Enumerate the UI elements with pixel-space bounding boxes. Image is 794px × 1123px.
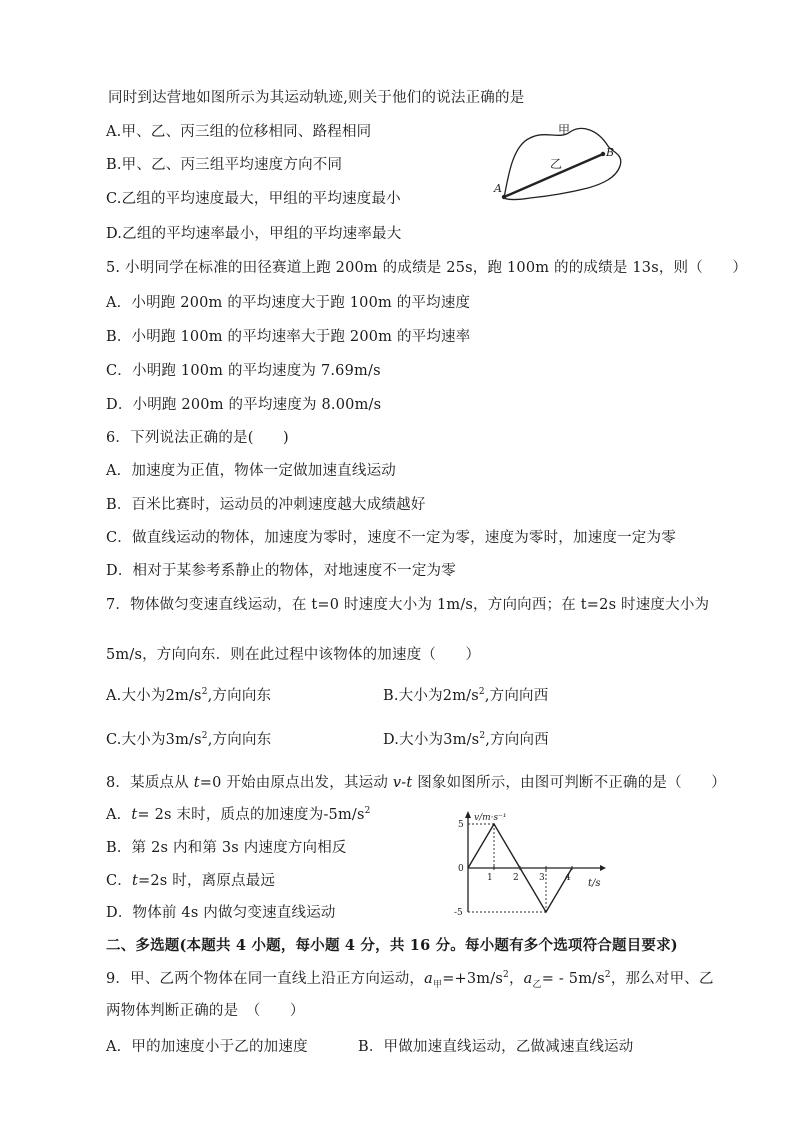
q8-a-pre: A． xyxy=(106,807,132,823)
q7-c-exp: 2 xyxy=(201,731,208,742)
q5-option-d: D．小明跑 200m 的平均速度为 8.00m/s xyxy=(106,397,382,413)
x-tick-label: 4 xyxy=(565,873,571,883)
q8-stem xyxy=(106,773,726,793)
q6-option-a: A．加速度为正值，物体一定做加速直线运动 xyxy=(106,463,396,479)
q6-option-d: D．相对于某参考系静止的物体，对地速度不一定为零 xyxy=(106,563,456,579)
q8-c-rest: =2s 时，离原点最远 xyxy=(138,873,276,889)
q9-a-yi-val: = - 5m/s xyxy=(541,971,605,987)
q9-stem-line2: 两物体判断正确的是 （ ） xyxy=(106,1003,305,1019)
vt-chart xyxy=(440,808,610,918)
label-yi: 乙 xyxy=(550,157,563,171)
q5-stem: 5. 小明同学在标准的田径赛道上跑 200m 的成绩是 25s，跑 100m 的的成绩是 13s，则（ ） xyxy=(106,260,748,276)
q9-a-yi-letter: a xyxy=(523,971,533,987)
q7-option-c xyxy=(106,730,271,750)
q7-d-dir: ,方向向西 xyxy=(485,732,549,748)
q9-a-jia-val: =+3m/s xyxy=(442,971,503,987)
y-axis-label: v/m·s⁻¹ xyxy=(474,813,507,823)
x-tick-label: 2 xyxy=(513,873,519,883)
q4-option-b: B.甲、乙、丙三组平均速度方向不同 xyxy=(106,157,343,173)
q7-a-dir: ,方向向东 xyxy=(207,688,272,704)
q7-d-text: D.大小为3m/s xyxy=(383,732,480,748)
q7-stem-line2 xyxy=(106,645,480,665)
q7-option-b xyxy=(383,686,548,706)
q8-c-pre: C． xyxy=(106,873,132,889)
y-tick-label: -5 xyxy=(454,908,463,918)
q8-stem-vt: v-t xyxy=(392,775,413,791)
q9-a-yi-exp: 2 xyxy=(604,970,611,981)
q7-c-dir: ,方向向东 xyxy=(207,732,272,748)
q7-stem-rest: ，方向向东．则在此过程中该物体的加速度（ ） xyxy=(142,647,481,663)
q8-option-c xyxy=(106,871,275,891)
y-tick-label: 0 xyxy=(458,864,464,874)
q7-b-exp: 2 xyxy=(478,687,485,698)
q6-option-c: C．做直线运动的物体，加速度为零时，速度不一定为零，速度为零时，加速度一定为零 xyxy=(106,530,676,546)
q5-option-b: B．小明跑 100m 的平均速率大于跑 200m 的平均速率 xyxy=(106,329,471,345)
q8-c-t: t xyxy=(132,873,139,889)
q9-stem: 9．甲、乙两个物体在同一直线上沿正方向运动，$a_甲=+3m/s^2$，$a_乙= - 5m/s^2$，那么对甲、乙 xyxy=(106,970,714,990)
trajectory-figure xyxy=(490,118,630,208)
label-b: B xyxy=(606,146,615,159)
label-jia: 甲 xyxy=(558,123,571,137)
q4-stem: 同时到达营地如图所示为其运动轨迹,则关于他们的说法正确的是 xyxy=(108,90,525,106)
q7-b-text: B.大小为2m/s xyxy=(383,688,479,704)
q4-option-a: A.甲、乙、丙三组的位移相同、路程相同 xyxy=(106,124,372,140)
q7-final-velocity: 5m/s xyxy=(106,647,143,663)
q9-a-jia-sub: 甲 xyxy=(432,979,443,990)
q4-option-c: C.乙组的平均速度最大，甲组的平均速度最小 xyxy=(106,191,401,207)
label-a: A xyxy=(494,182,502,195)
q9-option-a: A．甲的加速度小于乙的加速度 xyxy=(106,1039,308,1055)
q9-a-jia-exp: 2 xyxy=(503,970,509,981)
section2-title: 二、多选题(本题共 4 小题，每小题 4 分，共 16 分。每小题有多个选项符合题目要求) xyxy=(106,937,678,954)
q4-option-d: D.乙组的平均速率最小，甲组的平均速率最大 xyxy=(106,226,402,242)
q5-option-c: C．小明跑 100m 的平均速度为 7.69m/s xyxy=(106,363,381,379)
q8-a-rest: = 2s 末时，质点的加速度为-5m/s xyxy=(137,807,365,823)
q8-stem-t: t xyxy=(193,775,200,791)
point-b xyxy=(601,152,605,156)
q8-a-t: t xyxy=(131,807,138,823)
x-tick-label: 1 xyxy=(487,873,493,883)
q7-b-dir: ,方向向西 xyxy=(484,688,549,704)
q7-option-d xyxy=(383,730,549,750)
q9-a-yi-sub: 乙 xyxy=(532,979,542,990)
q9-option-b: B．甲做加速直线运动，乙做减速直线运动 xyxy=(358,1039,634,1055)
x-tick-label: 3 xyxy=(539,873,545,883)
y-axis-arrow xyxy=(465,811,471,818)
point-a xyxy=(502,195,506,199)
q7-c-text: C.大小为3m/s xyxy=(106,732,202,748)
q9-a-jia-letter: a xyxy=(424,971,433,987)
y-tick-label: 5 xyxy=(458,820,464,830)
q7-d-exp: 2 xyxy=(479,731,486,742)
q8-option-a xyxy=(106,805,371,825)
q7-a-text: A.大小为2m/s xyxy=(106,688,202,704)
q5-option-a: A．小明跑 200m 的平均速度大于跑 100m 的平均速度 xyxy=(106,295,471,311)
q7-option-a xyxy=(106,686,271,706)
q7-stem-line1: 7．物体做匀变速直线运动，在 t=0 时速度大小为 1m/s，方向向西；在 t=2s 时速度大小为 xyxy=(106,597,710,613)
q8-stem-post: 图象如图所示，由图可判断不正确的是（ ） xyxy=(412,775,726,791)
x-axis-arrow xyxy=(600,865,606,871)
q9-stem-pre: 9．甲、乙两个物体在同一直线上沿正方向运动， xyxy=(106,971,425,987)
q8-stem-pre: 8．某质点从 xyxy=(106,775,194,791)
q6-stem: 6．下列说法正确的是( ) xyxy=(106,430,289,446)
q8-option-b: B．第 2s 内和第 3s 内速度方向相反 xyxy=(106,840,347,856)
q6-option-b: B．百米比赛时，运动员的冲刺速度越大成绩越好 xyxy=(106,497,426,513)
q9-stem-post: ，那么对甲、乙 xyxy=(610,971,714,987)
q8-stem-mid: =0 开始由原点出发，其运动 xyxy=(199,775,393,791)
q7-a-exp: 2 xyxy=(201,687,208,698)
q8-a-exp: 2 xyxy=(364,806,371,817)
x-axis-label: t/s xyxy=(588,878,601,889)
q8-option-d: D．物体前 4s 内做匀变速直线运动 xyxy=(106,905,336,921)
